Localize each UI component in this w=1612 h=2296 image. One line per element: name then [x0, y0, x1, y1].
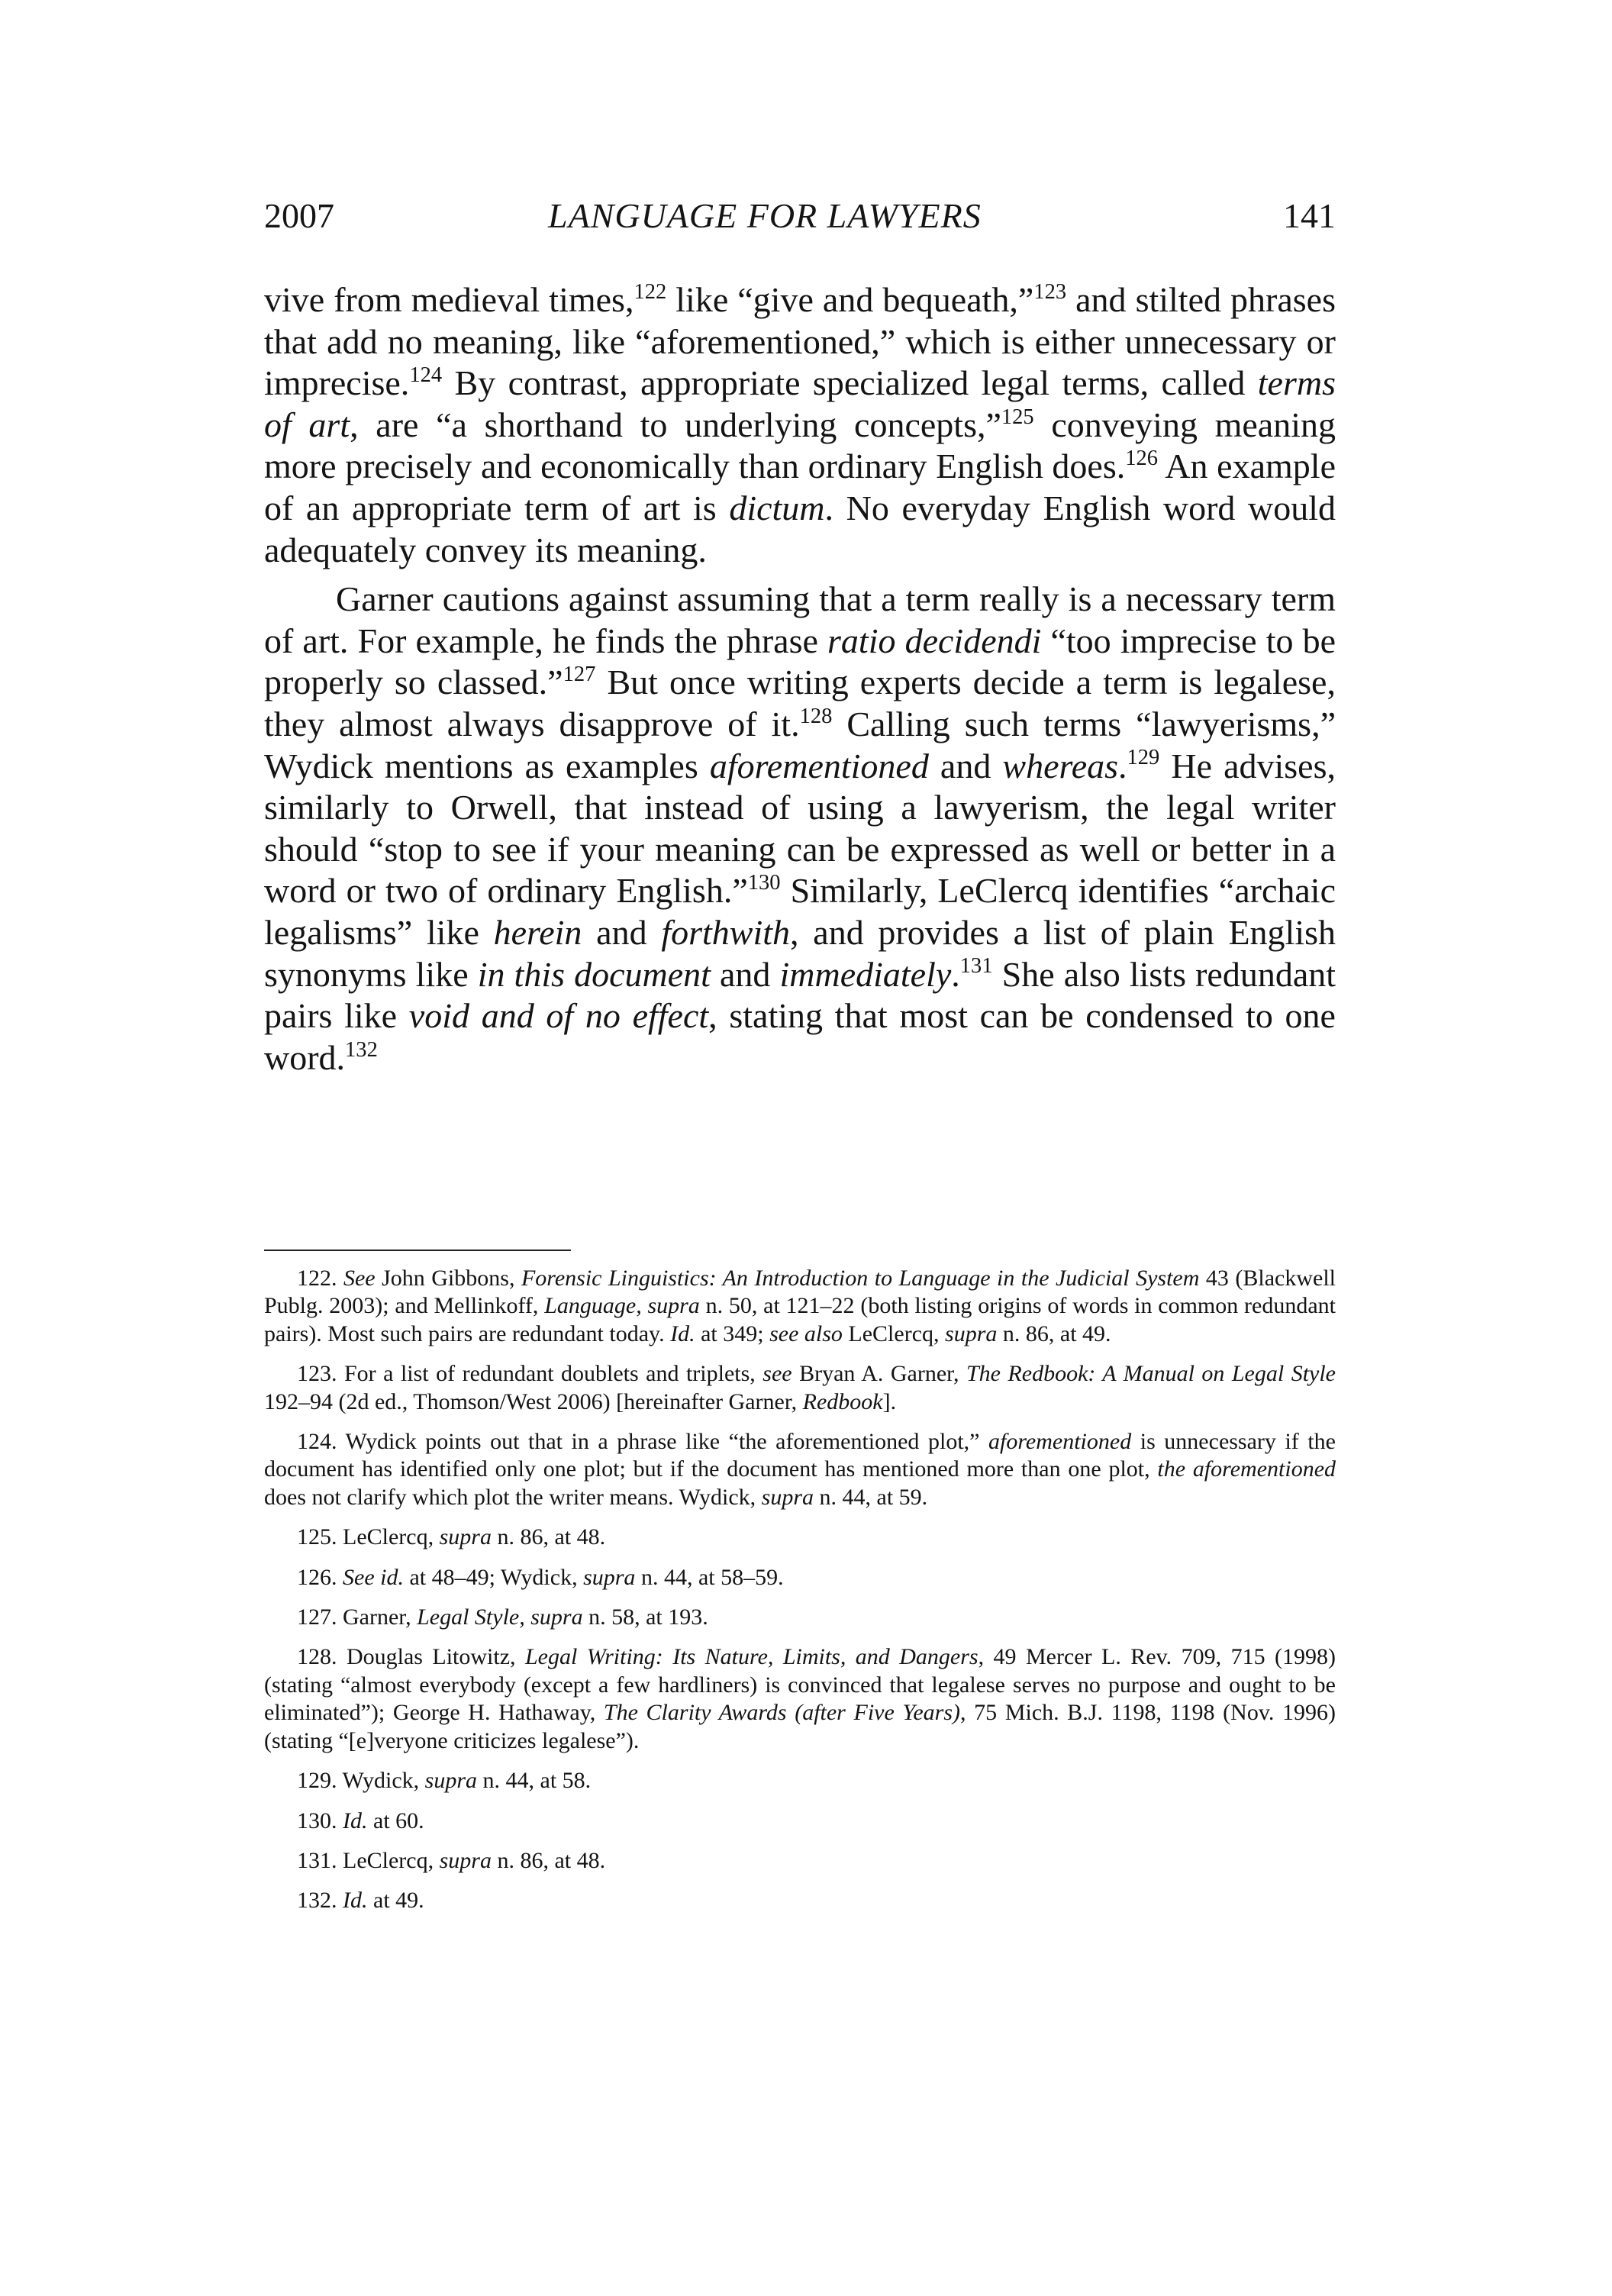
- italic-text: the aforementioned: [1157, 1456, 1336, 1482]
- footnote-divider: [264, 1250, 571, 1251]
- text-run: .: [1118, 746, 1127, 785]
- text-run: LeClercq,: [343, 1524, 440, 1550]
- text-run: at 48–49; Wydick,: [403, 1564, 584, 1590]
- italic-text: Redbook: [802, 1388, 883, 1414]
- italic-text: see also: [769, 1321, 843, 1346]
- text-run: Calling such terms “lawyerisms,” Wydick mentions as examples: [264, 704, 1336, 785]
- text-run: Bryan A. Garner,: [791, 1361, 966, 1387]
- footnote: 127. Garner, Legal Style, supra n. 58, at 193.: [297, 1604, 708, 1630]
- footnote-reference: 130: [747, 871, 781, 895]
- text-run: . No everyday English word would adequately convey its meaning.: [264, 488, 1336, 569]
- italic-text: see: [762, 1361, 792, 1387]
- italic-text: herein: [493, 912, 582, 952]
- text-run: Similarly, LeClercq identifies “archaic legalisms” like: [264, 871, 1336, 952]
- text-run: does not clarify which plot the writer means. Wydick,: [264, 1484, 762, 1510]
- italic-text: supra: [761, 1484, 814, 1510]
- text-run: n. 86, at 48.: [491, 1847, 606, 1873]
- text-run: ].: [882, 1388, 897, 1414]
- text-run: Garner,: [343, 1604, 418, 1630]
- text-run: at 49.: [367, 1888, 424, 1914]
- footnote-reference: 122: [634, 279, 667, 304]
- text-run: n. 86, at 49.: [997, 1321, 1111, 1346]
- footnote-reference: 127: [563, 663, 596, 687]
- italic-text: supra: [439, 1524, 492, 1550]
- text-run: , are “a shorthand to underlying concepts,”: [350, 405, 1001, 444]
- italic-text: Id.: [670, 1321, 695, 1346]
- text-run: , stating that most can be condensed to one word.: [264, 996, 1336, 1077]
- footnote-reference: 125: [1001, 405, 1034, 429]
- italic-text: The Clarity Awards (after Five Years): [603, 1700, 961, 1726]
- footnote-reference: 123: [1033, 279, 1067, 304]
- text-run: , and provides a list of plain English synonyms like: [264, 912, 1336, 994]
- italic-text: in this document: [477, 954, 711, 994]
- italic-text: aforementioned: [709, 746, 929, 785]
- text-run: 43 (Blackwell Publg. 2003); and Mellinkoff,: [264, 1266, 1336, 1319]
- footnote: 123. For a list of redundant doublets and triplets, see Bryan A. Garner, The Redbook: A Manual on Legal Style 192–94 (2d ed., Thomson/West 2006) [hereinafter Garner, Redbook].: [264, 1361, 1336, 1414]
- italic-text: See: [343, 1266, 376, 1291]
- italic-text: Id.: [343, 1807, 368, 1833]
- italic-text: See id.: [343, 1564, 404, 1590]
- text-run: Garner cautions against assuming that a term really is a necessary term of art. For example, he finds the phrase: [264, 579, 1336, 660]
- footnote: 132. Id. at 49.: [297, 1888, 424, 1914]
- footnote-number: 122: [297, 1266, 331, 1291]
- text-run: John Gibbons,: [375, 1266, 521, 1291]
- footnote: 131. LeClercq, supra n. 86, at 48.: [297, 1847, 606, 1873]
- footnote: 129. Wydick, supra n. 44, at 58.: [297, 1768, 592, 1794]
- text-run: and stilted phrases that add no meaning, like “aforementioned,” which is either unnecessary or imprecise.: [264, 280, 1336, 403]
- footnote-number: 129: [297, 1768, 331, 1794]
- italic-text: supra: [439, 1847, 492, 1873]
- text-run: For a list of redundant doublets and triplets,: [343, 1361, 763, 1387]
- footnote: 126. See id. at 48–49; Wydick, supra n. 44, at 58–59.: [297, 1564, 784, 1590]
- footnote-reference: 126: [1125, 447, 1159, 471]
- text-run: and: [582, 912, 662, 952]
- italic-text: supra: [583, 1564, 636, 1590]
- footnote-number: 124: [297, 1429, 331, 1455]
- footnote: 124. Wydick points out that in a phrase like “the aforementioned plot,” aforementioned is unnecessary if the document has identified only one plot; but if the document has mentioned more than one plot, the aforementioned does not clarify which plot the writer means. Wydick, supra n. 44, at 59.: [264, 1429, 1336, 1510]
- footnotes: [264, 1265, 1336, 1927]
- italic-text: Legal Style, supra: [417, 1604, 583, 1630]
- italic-text: Language, supra: [544, 1293, 700, 1319]
- italic-text: void and of no effect: [408, 996, 709, 1036]
- text-run: She also lists redundant pairs like: [264, 954, 1336, 1036]
- footnote-number: 128: [297, 1644, 331, 1670]
- text-run: at 60.: [367, 1807, 424, 1833]
- text-run: conveying meaning more precisely and economically than ordinary English does.: [264, 405, 1336, 486]
- text-run: like “give and bequeath,”: [666, 280, 1034, 319]
- text-run: , 75 Mich. B.J. 1198, 1198 (Nov. 1996) (stating “[e]veryone criticizes legalese”).: [264, 1700, 1336, 1753]
- text-run: and: [710, 954, 780, 994]
- text-run: But once writing experts decide a term is legalese, they almost always disapprove of it.: [264, 663, 1336, 743]
- text-run: n. 58, at 193.: [582, 1604, 708, 1630]
- italic-text: whereas: [1002, 746, 1119, 785]
- text-run: , 49 Mercer L. Rev. 709, 715 (1998) (stating “almost everybody (except a few hardliners) is convinced that legalese serves no purpose and ought to be eliminated”); George H. Hathaway,: [264, 1644, 1336, 1726]
- text-run: He advises, similarly to Orwell, that instead of using a lawyerism, the legal writer should “stop to see if your meaning can be expressed as well or better in a word or two of ordinary English.”: [264, 746, 1336, 911]
- header-title: LANGUAGE FOR LAWYERS: [548, 196, 982, 235]
- italic-text: Id.: [343, 1888, 368, 1914]
- text-run: By contrast, appropriate specialized legal terms, called: [442, 363, 1258, 403]
- paragraph: [264, 579, 1336, 1079]
- text-run: n. 44, at 58–59.: [635, 1564, 784, 1590]
- main-text: [264, 279, 1336, 1079]
- italic-text: Legal Writing: Its Nature, Limits, and Dangers: [524, 1644, 978, 1670]
- footnote-number: 126: [297, 1564, 331, 1590]
- footnote: 130. Id. at 60.: [297, 1807, 424, 1833]
- italic-text: Forensic Linguistics: An Introduction to Language in the Judicial System: [521, 1266, 1200, 1291]
- header-year: 2007: [264, 196, 334, 235]
- text-run: .: [951, 954, 960, 994]
- footnote: 122. See John Gibbons, Forensic Linguistics: An Introduction to Language in the Judicial System 43 (Blackwell Publg. 2003); and Mellinkoff, Language, supra n. 50, at 121–22 (both listing origins of words in common redundant pairs). Most such pairs are redundant today. Id. at 349; see also LeClercq, supra n. 86, at 49.: [264, 1266, 1336, 1346]
- text-run: Wydick points out that in a phrase like “the aforementioned plot,”: [345, 1429, 989, 1455]
- footnote-number: 125: [297, 1524, 331, 1550]
- text-run: Douglas Litowitz,: [346, 1644, 525, 1670]
- footnote-reference: 124: [409, 363, 443, 388]
- text-run: at 349;: [695, 1321, 770, 1346]
- footnote-reference: 131: [959, 954, 993, 979]
- footnote: 128. Douglas Litowitz, Legal Writing: Its Nature, Limits, and Dangers, 49 Mercer L. Rev. 709, 715 (1998) (stating “almost everybody (except a few hardliners) is convinced that legalese serves no purpose and ought to be eliminated”); George H. Hathaway, The Clarity Awards (after Five Years), 75 Mich. B.J. 1198, 1198 (Nov. 1996) (stating “[e]veryone criticizes legalese”).: [264, 1644, 1336, 1753]
- text-run: n. 44, at 59.: [814, 1484, 928, 1510]
- text-run: n. 86, at 48.: [491, 1524, 606, 1550]
- footnote-number: 130: [297, 1807, 331, 1833]
- italic-text: dictum: [729, 488, 825, 527]
- text-run: n. 44, at 58.: [477, 1768, 592, 1794]
- footnote-reference: 128: [799, 704, 833, 728]
- italic-text: The Redbook: A Manual on Legal Style: [966, 1361, 1336, 1387]
- footnote-number: 127: [297, 1604, 331, 1630]
- italic-text: forthwith: [661, 912, 791, 952]
- text-run: “too imprecise to be properly so classed.”: [264, 621, 1336, 702]
- italic-text: ratio decidendi: [827, 621, 1042, 660]
- text-run: LeClercq,: [343, 1847, 440, 1873]
- italic-text: aforementioned: [988, 1429, 1132, 1455]
- paragraph: [264, 279, 1336, 571]
- text-run: and: [928, 746, 1003, 785]
- text-run: Wydick,: [342, 1768, 425, 1794]
- text-run: LeClercq,: [842, 1321, 946, 1346]
- italic-text: immediately: [779, 954, 952, 994]
- footnote-number: 132: [297, 1888, 331, 1914]
- text-run: is unnecessary if the document has identified only one plot; but if the document has mentioned more than one plot,: [264, 1429, 1336, 1482]
- footnote: 125. LeClercq, supra n. 86, at 48.: [297, 1524, 606, 1550]
- italic-text: supra: [945, 1321, 998, 1346]
- text-run: vive from medieval times,: [264, 280, 634, 319]
- running-header: [264, 195, 1336, 241]
- footnote-reference: 132: [345, 1037, 378, 1062]
- italic-text: terms of art: [264, 363, 1336, 444]
- text-run: An example of an appropriate term of art is: [264, 447, 1336, 527]
- footnote-number: 131: [297, 1847, 331, 1873]
- footnote-number: 123: [297, 1361, 331, 1387]
- text-run: 192–94 (2d ed., Thomson/West 2006) [hereinafter Garner,: [264, 1388, 803, 1414]
- text-run: n. 50, at 121–22 (both listing origins of words in common redundant pairs). Most such pairs are redundant today.: [264, 1293, 1336, 1346]
- italic-text: supra: [424, 1768, 477, 1794]
- page-number: 141: [1283, 196, 1336, 235]
- footnote-reference: 129: [1127, 746, 1160, 770]
